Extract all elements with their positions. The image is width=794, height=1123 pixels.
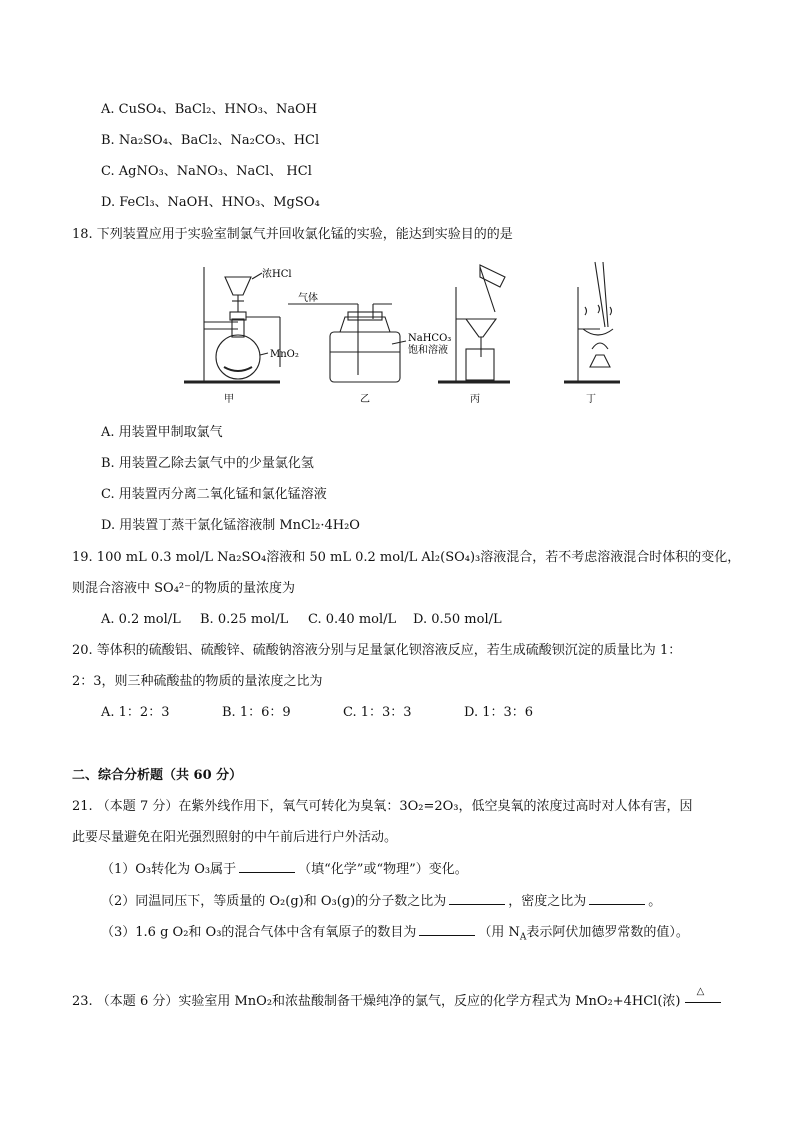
heat-arrow <box>685 985 721 1009</box>
q20-stem-line2: 2：3，则三种硫酸盐的物质的量浓度之比为 <box>72 674 323 689</box>
q21-part1 <box>101 860 468 879</box>
q21-part3 <box>101 923 689 947</box>
label-yi: 乙 <box>360 394 370 405</box>
q17-option-d: D. FeCl₃、NaOH、HNO₃、MgSO₄ <box>101 195 320 210</box>
q21-part2-text-a: （2）同温同压下，等质量的 O₂(g)和 O₃(g)的分子数之比为 <box>101 894 447 909</box>
q21-part1-text-a: （1）O₃转化为 O₃属于 <box>101 862 237 877</box>
q21-stem-line1: 21. （本题 7 分）在紫外线作用下，氧气可转化为臭氧：3O₂=2O₃，低空臭氧的浓度过高时对人体有害，因 <box>72 799 693 814</box>
label-mno2: MnO₂ <box>270 349 299 360</box>
q19-stem-line1: 19. 100 mL 0.3 mol/L Na₂SO₄溶液和 50 mL 0.2 mol/L Al₂(SO₄)₃溶液混合，若不考虑溶液混合时体积的变化， <box>72 550 741 565</box>
q17-option-a: A. CuSO₄、BaCl₂、HNO₃、NaOH <box>101 102 318 117</box>
q19-option-a: A. 0.2 mol/L <box>101 612 181 627</box>
q21-part2-blank-1 <box>449 892 505 905</box>
q21-part2 <box>101 892 661 911</box>
delta-symbol: △ <box>696 985 705 997</box>
q18-option-b: B. 用装置乙除去氯气中的少量氯化氢 <box>101 456 314 471</box>
q21-part2-text-c: 。 <box>648 894 662 909</box>
q21-stem-line2: 此要尽量避免在阳光强烈照射的中午前后进行户外活动。 <box>72 830 398 845</box>
q19-stem-line2: 则混合溶液中 SO₄²⁻的物质的量浓度为 <box>72 581 295 596</box>
label-jia: 甲 <box>224 394 234 405</box>
q21-part3-blank <box>419 923 475 936</box>
q21-part1-blank <box>239 860 295 873</box>
q20-option-d: D. 1：3：6 <box>464 705 534 720</box>
label-bing: 丙 <box>470 394 480 405</box>
q23-stem <box>72 985 721 1011</box>
label-gas: 气体 <box>298 293 318 304</box>
q19-option-b: B. 0.25 mol/L <box>200 612 289 627</box>
label-nahco3: NaHCO₃ <box>408 333 452 344</box>
q19-option-d: D. 0.50 mol/L <box>413 612 502 627</box>
label-conc-hcl: 浓HCl <box>262 269 292 280</box>
q21-part2-blank-2 <box>589 892 645 905</box>
apparatus-figure <box>180 257 620 407</box>
q18-stem: 18. 下列装置应用于实验室制氯气并回收氯化锰的实验，能达到实验目的的是 <box>72 227 513 242</box>
label-ding: 丁 <box>586 394 596 405</box>
q21-part2-text-b: ，密度之比为 <box>508 894 587 909</box>
reaction-line <box>685 1002 721 1003</box>
q20-option-c: C. 1：3：3 <box>343 705 412 720</box>
q17-option-b: B. Na₂SO₄、BaCl₂、Na₂CO₃、HCl <box>101 133 320 148</box>
q21-part1-text-b: （填“化学”或“物理”）变化。 <box>298 862 468 877</box>
q21-part3-sub: A <box>519 932 527 943</box>
q18-option-c: C. 用装置丙分离二氧化锰和氯化锰溶液 <box>101 487 327 502</box>
q20-stem-line1: 20. 等体积的硫酸铝、硫酸锌、硫酸钠溶液分别与足量氯化钡溶液反应，若生成硫酸钡沉淀的质量比为 1： <box>72 643 682 658</box>
q21-part3-text-c: 表示阿伏加德罗常数的值）。 <box>526 925 689 940</box>
q18-option-a: A. 用装置甲制取氯气 <box>101 425 223 440</box>
q21-part3-text-b: （用 N <box>478 925 520 940</box>
q20-option-a: A. 1：2：3 <box>101 705 170 720</box>
q20-option-b: B. 1：6：9 <box>222 705 291 720</box>
section-title: 二、综合分析题（共 60 分） <box>72 768 243 783</box>
q21-part3-text-a: （3）1.6 g O₂和 O₃的混合气体中含有氧原子的数目为 <box>101 925 417 940</box>
q19-option-c: C. 0.40 mol/L <box>308 612 397 627</box>
q18-option-d: D. 用装置丁蒸干氯化锰溶液制 MnCl₂·4H₂O <box>101 518 360 533</box>
q17-option-c: C. AgNO₃、NaNO₃、NaCl、 HCl <box>101 164 312 179</box>
label-saturated: 饱和溶液 <box>408 345 448 356</box>
q23-stem-text: 23. （本题 6 分）实验室用 MnO₂和浓盐酸制备干燥纯净的氯气，反应的化学方程式为 MnO₂+4HCl(浓) <box>72 994 681 1009</box>
